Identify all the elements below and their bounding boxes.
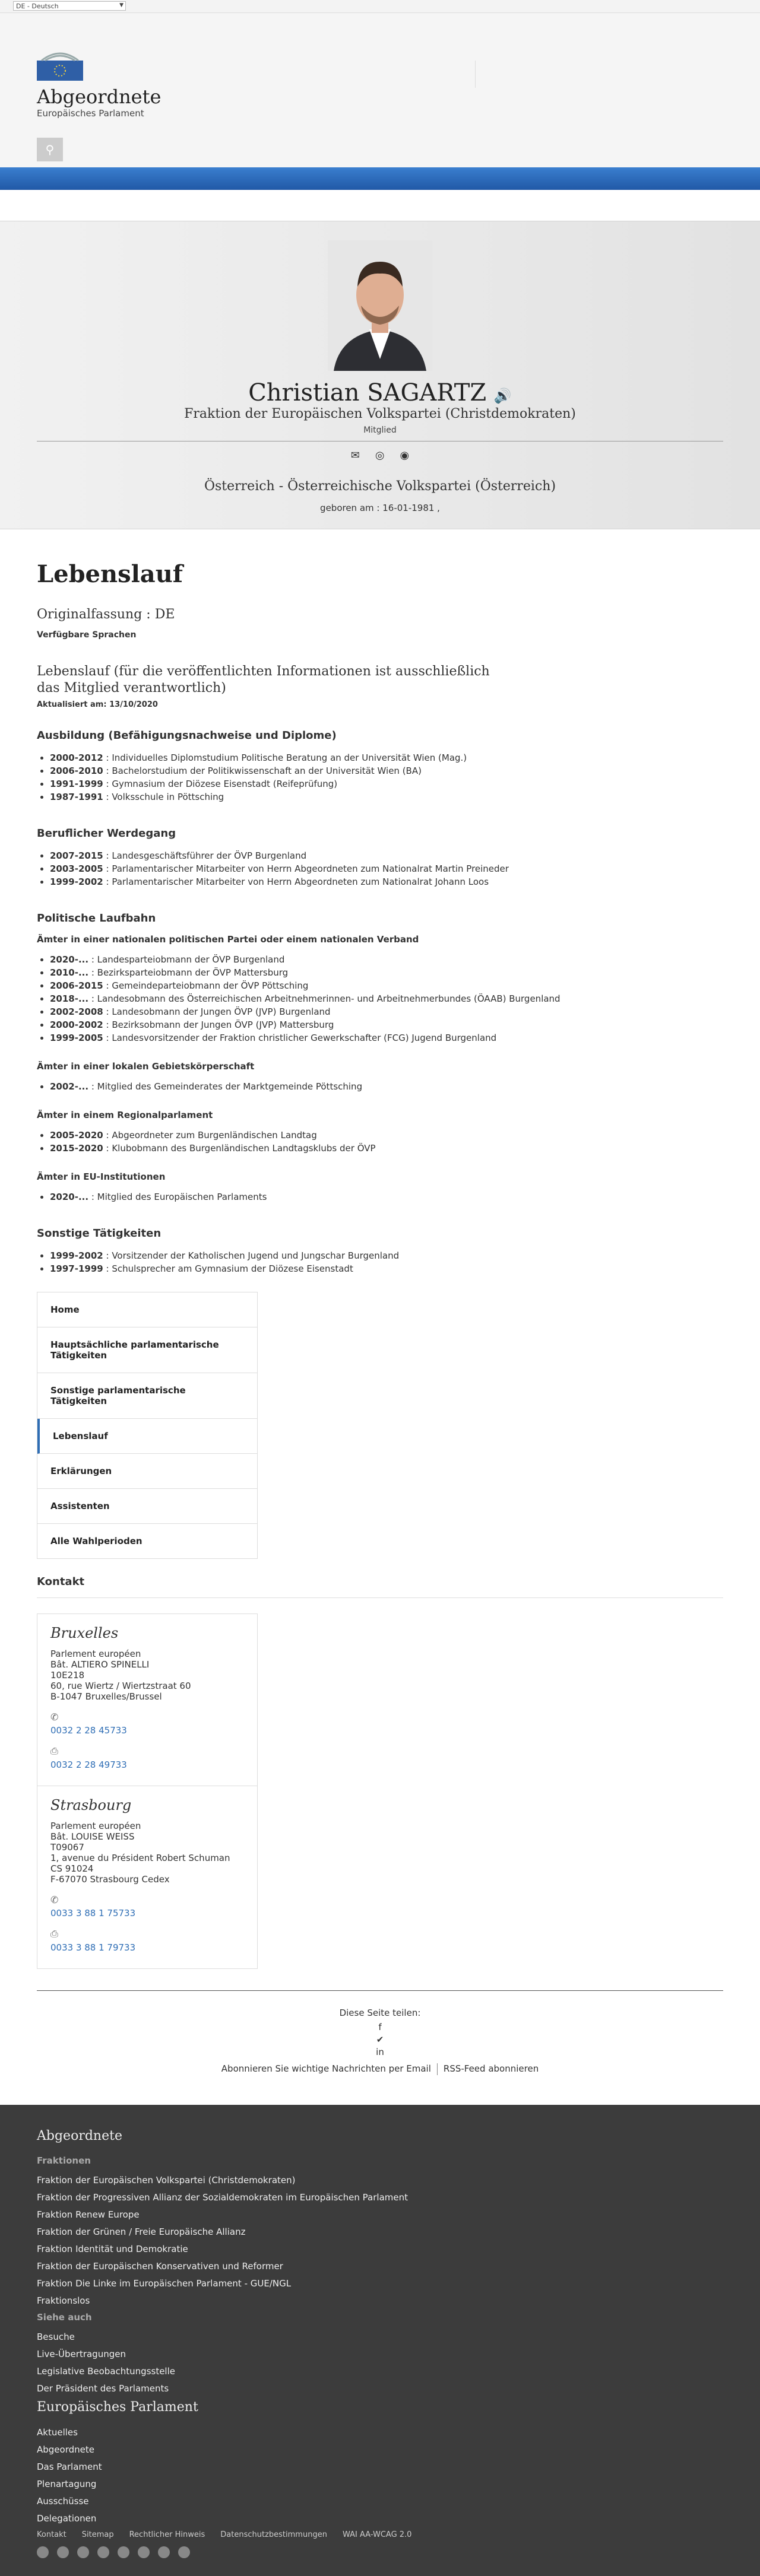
side-nav-item[interactable]: Home <box>37 1292 257 1327</box>
item-date: 1999-2002 <box>50 876 103 887</box>
item-text: : Gemeindeparteiobmann der ÖVP Pöttsching <box>103 980 309 991</box>
regional-list <box>37 1129 723 1155</box>
page-title: Lebenslauf <box>37 560 183 588</box>
list-item <box>50 979 723 992</box>
address-line: Parlement européen <box>50 1821 141 1831</box>
item-date: 2015-2020 <box>50 1143 103 1154</box>
fax-number-link[interactable]: 0033 3 88 1 79733 <box>50 1942 136 1953</box>
member-side-nav <box>37 1292 258 1559</box>
twitter-icon[interactable]: ✔ <box>376 2034 384 2045</box>
list-item <box>50 1031 723 1044</box>
address-card <box>37 1786 258 1969</box>
footer-bottom-links <box>37 2530 723 2539</box>
original-version: Originalfassung : DE <box>37 607 175 622</box>
footer-link[interactable]: Der Präsident des Parlaments <box>37 2383 169 2394</box>
search-button[interactable] <box>37 138 63 161</box>
top-bar <box>0 0 760 13</box>
footer-link[interactable]: Fraktion der Grünen / Freie Europäische Allianz <box>37 2226 246 2237</box>
footer-link[interactable]: Fraktionslos <box>37 2295 90 2306</box>
political-heading: Politische Laufbahn <box>37 912 156 925</box>
subscribe-email-link[interactable]: Abonnieren Sie wichtige Nachrichten per Email <box>221 2063 431 2074</box>
footer-link[interactable]: Ausschüsse <box>37 2496 89 2507</box>
list-item <box>50 966 723 979</box>
member-faction: Fraktion der Europäischen Volkspartei (Christdemokraten) <box>184 406 576 421</box>
search-icon: ⚲ <box>45 143 55 157</box>
footer-link[interactable]: Besuche <box>37 2332 75 2342</box>
item-text: : Landesgeschäftsführer der ÖVP Burgenland <box>103 850 307 861</box>
footer-link[interactable]: Sitemap <box>81 2530 114 2539</box>
item-text: : Klubobmann des Burgenländischen Landtagsklubs der ÖVP <box>103 1143 376 1154</box>
footer-link[interactable]: Datenschutzbestimmungen <box>220 2530 327 2539</box>
address-line: Parlement européen <box>50 1648 141 1659</box>
item-text: : Bezirksobmann der Jungen ÖVP (JVP) Mattersburg <box>103 1019 334 1030</box>
rss-link[interactable]: RSS-Feed abonnieren <box>443 2063 539 2074</box>
share-link-divider <box>437 2063 438 2075</box>
regional-heading: Ämter in einem Regionalparlament <box>37 1110 213 1120</box>
item-date: 2006-2015 <box>50 980 103 991</box>
list-item <box>50 764 723 777</box>
available-languages[interactable]: Verfügbare Sprachen <box>37 630 137 640</box>
item-date: 2020-... <box>50 954 89 965</box>
social-icon[interactable] <box>77 2546 89 2558</box>
eu-list <box>37 1190 723 1203</box>
address-line: CS 91024 <box>50 1863 94 1874</box>
list-item <box>50 777 723 790</box>
item-text: : Bachelorstudium der Politikwissenschaft an der Universität Wien (BA) <box>103 766 422 776</box>
social-icon[interactable] <box>37 2546 49 2558</box>
phone-number-link[interactable]: 0033 3 88 1 75733 <box>50 1908 136 1918</box>
item-text: : Individuelles Diplomstudium Politische Beratung an der Universität Wien (Mag.) <box>103 752 467 763</box>
fax-icon: ⎙ <box>50 1928 58 1939</box>
phone-icon: ✆ <box>50 1711 59 1723</box>
item-text: : Abgeordneter zum Burgenländischen Landtag <box>103 1130 317 1141</box>
item-date: 2003-2005 <box>50 863 103 874</box>
social-icon[interactable] <box>178 2546 190 2558</box>
item-date: 1991-1999 <box>50 779 103 789</box>
item-date: 1987-1991 <box>50 792 103 802</box>
social-icon[interactable] <box>57 2546 69 2558</box>
footer-link[interactable]: Legislative Beobachtungsstelle <box>37 2366 175 2377</box>
facebook-icon[interactable]: f <box>378 2022 382 2032</box>
footer-see-heading: Siehe auch <box>37 2312 92 2323</box>
address-line: T09067 <box>50 1842 84 1853</box>
item-date: 1999-2002 <box>50 1250 103 1261</box>
footer-link[interactable]: Das Parlament <box>37 2461 102 2472</box>
item-text: : Volksschule in Pöttsching <box>103 792 224 802</box>
footer-link[interactable]: Delegationen <box>37 2513 97 2524</box>
item-text: : Vorsitzender der Katholischen Jugend und Jungschar Burgenland <box>103 1250 400 1261</box>
site-footer <box>0 2105 760 2576</box>
item-date: 2002-... <box>50 1081 89 1092</box>
career-heading: Beruflicher Werdegang <box>37 827 176 840</box>
eu-heading: Ämter in EU-Institutionen <box>37 1171 166 1182</box>
list-item <box>50 953 723 966</box>
member-hero <box>0 221 760 529</box>
item-date: 2005-2020 <box>50 1130 103 1141</box>
member-portrait <box>328 240 432 371</box>
main-content <box>0 529 760 2105</box>
item-text: : Landesvorsitzender der Fraktion christlicher Gewerkschafter (FCG) Jugend Burgenland <box>103 1033 497 1043</box>
list-item <box>50 875 723 888</box>
career-list <box>37 849 723 888</box>
footer-link[interactable]: Fraktion Renew Europe <box>37 2209 140 2220</box>
address-line: 1, avenue du Président Robert Schuman <box>50 1853 230 1863</box>
item-date: 2002-2008 <box>50 1006 103 1017</box>
share-icons <box>37 2022 723 2057</box>
social-icon[interactable] <box>158 2546 170 2558</box>
ep-logo-icon[interactable] <box>37 50 83 81</box>
phone-number-link[interactable]: 0032 2 28 45733 <box>50 1725 127 1736</box>
website-icon[interactable]: ◎ <box>375 449 385 462</box>
footer-title[interactable]: Abgeordnete <box>37 2129 122 2143</box>
site-title[interactable]: Abgeordnete <box>37 85 162 108</box>
member-role: Mitglied <box>363 425 397 435</box>
address-city: Strasbourg <box>50 1797 132 1813</box>
footer-factions-heading: Fraktionen <box>37 2155 91 2166</box>
list-item <box>50 1262 723 1275</box>
header-divider <box>475 61 476 88</box>
list-item <box>50 1129 723 1142</box>
local-heading: Ämter in einer lokalen Gebietskörperschaft <box>37 1061 255 1072</box>
item-text: : Mitglied des Europäischen Parlaments <box>88 1192 267 1202</box>
list-item <box>50 862 723 875</box>
address-line: Bât. LOUISE WEISS <box>50 1831 135 1842</box>
footer-link[interactable]: Fraktion Die Linke im Europäischen Parlament - GUE/NGL <box>37 2278 292 2289</box>
site-subtitle: Europäisches Parlament <box>37 108 144 119</box>
footer-ep-links <box>37 2426 723 2524</box>
list-item <box>50 849 723 862</box>
address-line: B-1047 Bruxelles/Brussel <box>50 1691 162 1702</box>
footer-link[interactable]: Abgeordnete <box>37 2444 94 2455</box>
language-select[interactable] <box>13 1 126 11</box>
address-city: Bruxelles <box>50 1625 119 1641</box>
item-text: : Gymnasium der Diözese Eisenstadt (Reifeprüfung) <box>103 779 338 789</box>
main-nav-bar[interactable] <box>0 167 760 190</box>
footer-link[interactable]: Fraktion der Europäischen Volkspartei (Christdemokraten) <box>37 2175 296 2186</box>
footer-link[interactable]: Aktuelles <box>37 2427 78 2438</box>
side-nav-item[interactable]: Assistenten <box>37 1489 257 1524</box>
site-header <box>0 13 760 167</box>
item-date: 2000-2002 <box>50 1019 103 1030</box>
item-date: 2007-2015 <box>50 850 103 861</box>
other-heading: Sonstige Tätigkeiten <box>37 1227 162 1240</box>
item-date: 2006-2010 <box>50 766 103 776</box>
item-text: : Landesobmann des Österreichischen Arbeitnehmerinnen- und Arbeitnehmerbundes (ÖAAB) Burgenland <box>88 993 560 1004</box>
address-line: Bât. ALTIERO SPINELLI <box>50 1659 150 1670</box>
fax-icon: ⎙ <box>50 1745 58 1756</box>
speaker-icon[interactable]: 🔊 <box>493 387 512 404</box>
item-text: : Parlamentarischer Mitarbeiter von Herrn Abgeordneten zum Nationalrat Martin Preineder <box>103 863 509 874</box>
item-date: 1999-2005 <box>50 1033 103 1043</box>
item-date: 2000-2012 <box>50 752 103 763</box>
language-select-value: DE - Deutsch <box>16 2 59 10</box>
item-text: : Parlamentarischer Mitarbeiter von Herrn Abgeordneten zum Nationalrat Johann Loos <box>103 876 489 887</box>
national-heading: Ämter in einer nationalen politischen Partei oder einem nationalen Verband <box>37 934 419 945</box>
linkedin-icon[interactable]: in <box>376 2047 384 2057</box>
footer-link[interactable]: Fraktion der Progressiven Allianz der Sozialdemokraten im Europäischen Parlament <box>37 2192 408 2203</box>
footer-see-also <box>37 2331 723 2394</box>
item-text: : Landesobmann der Jungen ÖVP (JVP) Burgenland <box>103 1006 331 1017</box>
email-icon[interactable]: ✉ <box>350 449 360 462</box>
cv-disclaimer: Lebenslauf (für die veröffentlichten Informationen ist ausschließlich das Mitglied verantwortlich) <box>37 664 490 695</box>
member-birthdate: geboren am : 16-01-1981 , <box>320 503 440 513</box>
side-nav-item[interactable]: Lebenslauf <box>37 1419 257 1454</box>
side-nav-item[interactable]: Alle Wahlperioden <box>50 1536 142 1546</box>
side-nav-item[interactable]: Erklärungen <box>37 1454 257 1489</box>
contact-heading: Kontakt <box>37 1576 723 1598</box>
address-line: 60, rue Wiertz / Wiertzstraat 60 <box>50 1681 191 1691</box>
education-list <box>37 751 723 803</box>
footer-link[interactable]: WAI AA-WCAG 2.0 <box>342 2530 412 2539</box>
phone-icon: ✆ <box>50 1894 59 1905</box>
social-icon[interactable] <box>138 2546 150 2558</box>
other-list <box>37 1249 723 1275</box>
list-item <box>50 992 723 1005</box>
instagram-icon[interactable]: ◉ <box>400 449 410 462</box>
list-item <box>50 751 723 764</box>
list-item <box>50 1142 723 1155</box>
footer-ep-title[interactable]: Europäisches Parlament <box>37 2400 198 2415</box>
fax-number-link[interactable]: 0032 2 28 49733 <box>50 1759 127 1770</box>
list-item <box>50 1249 723 1262</box>
list-item <box>50 1190 723 1203</box>
member-name <box>0 379 760 406</box>
national-list <box>37 953 723 1044</box>
item-date: 2020-... <box>50 1192 89 1202</box>
share-section <box>37 1990 723 2105</box>
item-text: : Mitglied des Gemeinderates der Marktgemeinde Pöttsching <box>88 1081 363 1092</box>
member-name-text: Christian SAGARTZ <box>248 379 487 406</box>
share-links <box>37 2063 723 2075</box>
local-list <box>37 1080 723 1093</box>
footer-social-icons <box>37 2546 723 2558</box>
chevron-down-icon: ▼ <box>119 2 124 8</box>
footer-link[interactable]: Live-Übertragungen <box>37 2349 126 2359</box>
item-text: : Landesparteiobmann der ÖVP Burgenland <box>88 954 285 965</box>
item-date: 1997-1999 <box>50 1263 103 1274</box>
contact-addresses <box>37 1613 723 1969</box>
footer-factions <box>37 2174 723 2307</box>
footer-link[interactable]: Fraktion Identität und Demokratie <box>37 2244 188 2254</box>
list-item <box>50 1080 723 1093</box>
footer-link[interactable]: Kontakt <box>37 2530 66 2539</box>
list-item <box>50 1018 723 1031</box>
item-date: 2010-... <box>50 967 89 978</box>
social-icon[interactable] <box>97 2546 109 2558</box>
item-text: : Bezirksparteiobmann der ÖVP Mattersburg <box>88 967 289 978</box>
address-line: F-67070 Strasbourg Cedex <box>50 1874 170 1885</box>
address-line: 10E218 <box>50 1670 85 1681</box>
footer-link[interactable]: Plenartagung <box>37 2479 97 2489</box>
item-date: 2018-... <box>50 993 89 1004</box>
footer-link[interactable]: Fraktion der Europäischen Konservativen und Reformer <box>37 2261 283 2272</box>
social-icon[interactable] <box>118 2546 129 2558</box>
side-nav-item[interactable]: Hauptsächliche parlamentarische Tätigkeiten <box>37 1327 257 1373</box>
updated-date: Aktualisiert am: 13/10/2020 <box>37 700 158 709</box>
member-country: Österreich - Österreichische Volkspartei (Österreich) <box>204 479 556 494</box>
footer-link[interactable]: Rechtlicher Hinweis <box>129 2530 205 2539</box>
address-card <box>37 1613 258 1786</box>
share-title: Diese Seite teilen: <box>339 2008 421 2018</box>
education-heading: Ausbildung (Befähigungsnachweise und Diplome) <box>37 729 337 742</box>
side-nav-item[interactable]: Sonstige parlamentarische Tätigkeiten <box>37 1373 257 1419</box>
list-item <box>50 1005 723 1018</box>
member-social-icons <box>0 449 760 462</box>
list-item <box>50 790 723 803</box>
item-text: : Schulsprecher am Gymnasium der Diözese Eisenstadt <box>103 1263 353 1274</box>
